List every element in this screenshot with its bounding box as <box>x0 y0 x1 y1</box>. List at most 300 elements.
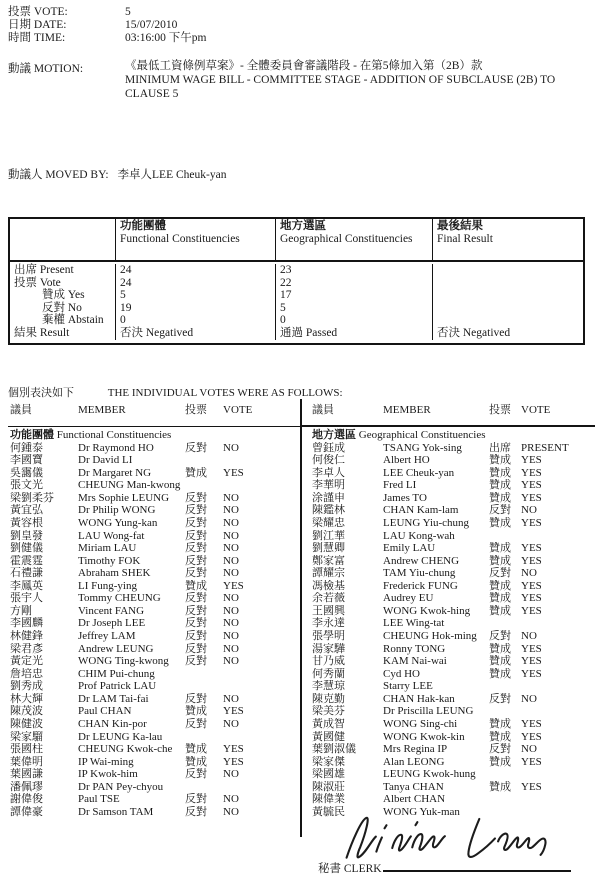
clerk-line <box>318 860 571 876</box>
member-name-en: CHEUNG Man-kwong <box>78 479 181 492</box>
member-vote-cn <box>185 731 223 744</box>
member-vote-en <box>223 668 298 681</box>
member-vote-en <box>521 768 592 781</box>
summary-final-value <box>432 314 583 327</box>
col-header-vote-cn: 投票 <box>185 404 207 416</box>
group-header-functional <box>8 429 298 442</box>
summary-row <box>10 302 583 315</box>
field-value: 5 <box>125 6 131 18</box>
member-vote-cn: 贊成 <box>185 743 207 756</box>
member-name-en: Frederick FUNG <box>383 579 458 592</box>
member-vote-cn: 出席 <box>489 441 511 454</box>
summary-row <box>10 314 583 327</box>
member-row <box>306 467 592 480</box>
summary-header-geographical <box>275 219 432 260</box>
member-vote-en: NO <box>223 529 239 542</box>
member-vote-cn: 反對 <box>185 504 207 517</box>
member-row <box>8 617 298 630</box>
member-name-en: Cyd HO <box>383 667 420 680</box>
member-vote-en <box>223 454 298 467</box>
member-name-cn: 張文光 <box>10 479 43 492</box>
member-vote-en: NO <box>521 567 537 580</box>
member-name-en: Audrey EU <box>383 592 434 605</box>
member-vote-cn: 反對 <box>185 529 207 542</box>
member-name-cn: 陳淑莊 <box>312 780 345 793</box>
member-row <box>8 718 298 731</box>
member-vote-en: YES <box>521 592 542 605</box>
summary-row-label: 反對 No <box>42 301 82 314</box>
member-row <box>8 542 298 555</box>
summary-final-value <box>432 302 583 315</box>
member-vote-cn <box>489 680 521 693</box>
member-row <box>8 655 298 668</box>
member-row <box>306 630 592 643</box>
member-vote-cn <box>489 793 521 806</box>
member-name-en: Dr Samson TAM <box>78 805 154 818</box>
member-vote-en: YES <box>223 466 244 479</box>
member-name-en: CHEUNG Hok-ming <box>383 630 477 643</box>
col-header-member-en: MEMBER <box>78 404 126 416</box>
col-header-vote-en: VOTE <box>223 404 253 416</box>
member-vote-en: NO <box>223 504 239 517</box>
member-name-cn: 黃毓民 <box>312 805 345 818</box>
member-vote-cn: 反對 <box>185 805 207 818</box>
member-vote-en: YES <box>521 466 542 479</box>
motion-text <box>125 60 592 101</box>
member-name-cn: 陳鑑林 <box>312 504 345 517</box>
member-name-cn: 李永達 <box>312 617 345 630</box>
member-list-functional <box>8 442 298 819</box>
clerk-label: 秘書 CLERK <box>318 863 382 875</box>
member-vote-en: NO <box>223 630 239 643</box>
member-vote-en: NO <box>223 768 239 781</box>
member-name-cn: 陳健波 <box>10 717 43 730</box>
member-row <box>8 668 298 681</box>
field-row-vote <box>8 6 592 19</box>
member-name-cn: 李國寶 <box>10 454 43 467</box>
field-value: 03:16:00 下午pm <box>125 32 207 45</box>
member-name-en: TSANG Yok-sing <box>383 441 462 454</box>
member-name-en: Emily LAU <box>383 542 436 555</box>
member-vote-cn: 反對 <box>185 793 207 806</box>
member-row <box>8 517 298 530</box>
member-vote-en: YES <box>521 780 542 793</box>
member-vote-en: YES <box>521 554 542 567</box>
member-row <box>306 668 592 681</box>
summary-row <box>10 277 583 290</box>
member-vote-cn: 贊成 <box>489 780 511 793</box>
member-name-cn: 潘佩璆 <box>10 780 43 793</box>
member-name-en: Vincent FANG <box>78 604 145 617</box>
member-row <box>306 605 592 618</box>
clerk-signature-line <box>383 869 571 872</box>
col-header-member-en: MEMBER <box>383 404 431 416</box>
member-vote-cn: 贊成 <box>489 730 511 743</box>
motion-line-en2: CLAUSE 5 <box>125 87 179 100</box>
member-vote-cn: 贊成 <box>185 579 207 592</box>
member-vote-en: YES <box>521 491 542 504</box>
votes-column-functional <box>8 404 298 818</box>
member-vote-cn: 反對 <box>185 554 207 567</box>
member-name-cn: 劉慧卿 <box>312 542 345 555</box>
summary-row <box>10 327 583 340</box>
member-name-cn: 李華明 <box>312 479 345 492</box>
member-name-cn: 劉秀成 <box>10 680 43 693</box>
member-vote-en: NO <box>223 567 239 580</box>
member-vote-en: YES <box>521 730 542 743</box>
member-vote-cn: 反對 <box>489 567 511 580</box>
member-name-en: WONG Yuk-man <box>383 805 460 818</box>
summary-geographical-value: 23 <box>275 264 432 277</box>
member-vote-cn <box>185 781 223 794</box>
member-name-cn: 黃容根 <box>10 516 43 529</box>
member-name-cn: 吳靄儀 <box>10 466 43 479</box>
member-vote-cn: 贊成 <box>489 667 511 680</box>
member-name-cn: 譚耀宗 <box>312 567 345 580</box>
member-name-cn: 方剛 <box>10 604 32 617</box>
member-name-cn: 何俊仁 <box>312 454 345 467</box>
member-row <box>8 580 298 593</box>
member-vote-en: NO <box>223 617 239 630</box>
member-name-en: Paul CHAN <box>78 705 132 718</box>
summary-header-cn: 最後結果 <box>437 220 483 232</box>
member-name-cn: 劉皇發 <box>10 529 43 542</box>
individual-title-cn: 個別表決如下 <box>8 387 74 399</box>
member-vote-en: YES <box>521 454 542 467</box>
member-row <box>8 731 298 744</box>
member-name-en: Jeffrey LAM <box>78 630 136 643</box>
member-name-en: Miriam LAU <box>78 542 137 555</box>
member-vote-cn <box>185 680 223 693</box>
member-vote-cn: 贊成 <box>489 579 511 592</box>
member-name-en: WONG Yung-kan <box>78 516 158 529</box>
member-vote-cn: 反對 <box>185 567 207 580</box>
member-vote-en <box>223 479 298 492</box>
member-vote-cn <box>185 479 223 492</box>
member-row <box>8 643 298 656</box>
votes-column-geographical <box>306 404 592 818</box>
member-row <box>8 680 298 693</box>
member-name-cn: 李國麟 <box>10 617 43 630</box>
member-vote-cn: 贊成 <box>489 755 511 768</box>
member-row <box>8 705 298 718</box>
member-vote-cn: 反對 <box>489 630 511 643</box>
member-name-en: Dr LEUNG Ka-lau <box>78 730 163 743</box>
member-vote-en: NO <box>223 717 239 730</box>
member-name-en: Fred LI <box>383 479 417 492</box>
member-vote-en: NO <box>223 542 239 555</box>
member-vote-cn: 贊成 <box>489 592 511 605</box>
member-vote-en <box>521 530 592 543</box>
member-name-en: CHEUNG Kwok-che <box>78 743 173 756</box>
member-row <box>306 530 592 543</box>
member-vote-cn: 贊成 <box>489 642 511 655</box>
member-row <box>8 567 298 580</box>
summary-functional-value: 5 <box>115 289 275 302</box>
field-label: 日期 DATE: <box>8 19 67 32</box>
member-vote-en: YES <box>223 579 244 592</box>
member-vote-cn <box>185 668 223 681</box>
member-name-en: LEE Cheuk-yan <box>383 466 455 479</box>
member-row <box>8 743 298 756</box>
member-name-en: Dr Priscilla LEUNG <box>383 705 474 718</box>
member-row <box>306 542 592 555</box>
member-row <box>306 743 592 756</box>
member-vote-cn: 贊成 <box>489 717 511 730</box>
member-row <box>306 680 592 693</box>
member-name-en: Albert CHAN <box>383 793 446 806</box>
member-row <box>306 693 592 706</box>
member-row <box>306 454 592 467</box>
moved-by-label: 動議人 MOVED BY: <box>8 169 109 181</box>
field-row-time <box>8 32 592 45</box>
member-row <box>8 454 298 467</box>
member-vote-en: YES <box>521 667 542 680</box>
member-vote-en: NO <box>223 491 239 504</box>
member-name-en: LEUNG Kwok-hung <box>383 768 476 781</box>
summary-header-empty <box>10 219 115 260</box>
member-name-en: Dr Raymond HO <box>78 441 154 454</box>
member-vote-cn: 反對 <box>185 630 207 643</box>
member-vote-en: YES <box>223 743 244 756</box>
member-row <box>306 617 592 630</box>
member-vote-cn: 反對 <box>185 491 207 504</box>
summary-row-label: 贊成 Yes <box>42 289 85 302</box>
member-row <box>8 530 298 543</box>
member-name-cn: 梁國雄 <box>312 768 345 781</box>
member-row <box>306 592 592 605</box>
member-vote-en: YES <box>521 755 542 768</box>
member-name-cn: 黃成智 <box>312 717 345 730</box>
member-name-cn: 涂謹申 <box>312 491 345 504</box>
member-name-en: Paul TSE <box>78 793 120 806</box>
member-row <box>8 630 298 643</box>
member-name-cn: 馮檢基 <box>312 579 345 592</box>
member-row <box>306 479 592 492</box>
member-name-en: Starry LEE <box>383 680 433 693</box>
member-vote-en: NO <box>223 592 239 605</box>
member-name-cn: 譚偉豪 <box>10 805 43 818</box>
member-name-cn: 霍震霆 <box>10 554 43 567</box>
member-vote-en: YES <box>223 755 244 768</box>
member-vote-cn: 反對 <box>185 655 207 668</box>
member-name-cn: 張國柱 <box>10 743 43 756</box>
member-vote-cn: 反對 <box>185 542 207 555</box>
member-name-cn: 梁家傑 <box>312 755 345 768</box>
member-row <box>8 806 298 819</box>
member-row <box>306 718 592 731</box>
header-fields <box>8 6 592 46</box>
summary-functional-value: 19 <box>115 302 275 315</box>
member-name-cn: 梁君彥 <box>10 642 43 655</box>
member-name-cn: 梁美芬 <box>312 705 345 718</box>
individual-title-en: THE INDIVIDUAL VOTES WERE AS FOLLOWS: <box>107 387 343 399</box>
member-vote-en: NO <box>223 554 239 567</box>
summary-table <box>8 217 585 345</box>
member-vote-cn: 贊成 <box>185 755 207 768</box>
member-row <box>8 555 298 568</box>
member-name-cn: 李卓人 <box>312 466 345 479</box>
member-vote-en: YES <box>521 717 542 730</box>
member-name-en: Alan LEONG <box>383 755 445 768</box>
member-vote-en: NO <box>223 604 239 617</box>
member-vote-cn: 贊成 <box>489 655 511 668</box>
individual-votes-title <box>8 384 343 400</box>
member-name-cn: 黃宜弘 <box>10 504 43 517</box>
field-row-date <box>8 19 592 32</box>
member-vote-en: NO <box>223 441 239 454</box>
member-row <box>8 492 298 505</box>
member-vote-cn: 反對 <box>489 504 511 517</box>
member-vote-cn: 贊成 <box>185 705 207 718</box>
member-name-cn: 王國興 <box>312 604 345 617</box>
member-vote-cn: 反對 <box>489 743 511 756</box>
member-name-cn: 張學明 <box>312 630 345 643</box>
member-name-en: Andrew LEUNG <box>78 642 154 655</box>
member-name-cn: 梁劉柔芬 <box>10 491 54 504</box>
member-vote-en: YES <box>521 604 542 617</box>
member-name-en: Albert HO <box>383 454 430 467</box>
summary-final-value <box>432 264 583 277</box>
votes-header-row <box>8 404 298 426</box>
member-vote-cn: 贊成 <box>489 516 511 529</box>
summary-row-label: 棄權 Abstain <box>42 314 104 327</box>
member-name-cn: 曾鈺成 <box>312 441 345 454</box>
summary-header-en: Functional Constituencies <box>120 233 240 245</box>
member-name-cn: 張宇人 <box>10 592 43 605</box>
member-vote-en <box>223 680 298 693</box>
member-vote-cn: 贊成 <box>489 542 511 555</box>
summary-row-label: 出席 Present <box>14 264 74 276</box>
member-row <box>8 756 298 769</box>
member-vote-cn <box>489 768 521 781</box>
member-vote-en: NO <box>223 793 239 806</box>
motion-line-cn: 《最低工資條例草案》- 全體委員會審議階段 - 在第5條加入第（2B）款 <box>125 60 483 72</box>
member-name-en: IP Wai-ming <box>78 755 134 768</box>
summary-header-en: Geographical Constituencies <box>280 233 413 245</box>
summary-row <box>10 264 583 277</box>
member-row <box>306 643 592 656</box>
member-row <box>8 793 298 806</box>
moved-by-value: 李卓人LEE Cheuk-yan <box>117 169 227 181</box>
column-divider-line <box>300 399 302 837</box>
votes-header-row <box>306 404 592 426</box>
member-vote-cn: 反對 <box>185 717 207 730</box>
member-vote-en: NO <box>223 805 239 818</box>
member-vote-cn: 贊成 <box>489 491 511 504</box>
member-name-cn: 葉國謙 <box>10 768 43 781</box>
member-row <box>306 655 592 668</box>
member-name-en: Tommy CHEUNG <box>78 592 161 605</box>
summary-geographical-value: 5 <box>275 302 432 315</box>
member-name-cn: 葉劉淑儀 <box>312 743 356 756</box>
member-name-cn: 甘乃威 <box>312 655 345 668</box>
member-row <box>8 504 298 517</box>
member-vote-en: NO <box>223 516 239 529</box>
member-name-cn: 梁家騮 <box>10 730 43 743</box>
group-header-cn: 功能團體 <box>10 429 54 441</box>
member-vote-cn: 贊成 <box>489 554 511 567</box>
member-name-cn: 湯家驊 <box>312 642 345 655</box>
member-row <box>8 605 298 618</box>
summary-functional-value: 24 <box>115 277 275 290</box>
member-name-en: Dr Margaret NG <box>78 466 152 479</box>
member-row <box>8 479 298 492</box>
group-header-geographical <box>306 429 592 442</box>
member-name-cn: 劉江華 <box>312 529 345 542</box>
field-value: 15/07/2010 <box>125 19 178 32</box>
col-header-member-cn: 議員 <box>312 404 334 416</box>
member-row <box>306 504 592 517</box>
member-vote-en: YES <box>521 479 542 492</box>
member-vote-en: NO <box>223 655 239 668</box>
member-name-en: LEUNG Yiu-chung <box>383 516 470 529</box>
member-name-cn: 謝偉俊 <box>10 793 43 806</box>
summary-functional-value: 24 <box>115 264 275 277</box>
summary-header-final <box>432 219 583 260</box>
member-name-cn: 余若薇 <box>312 592 345 605</box>
member-row <box>306 555 592 568</box>
summary-header-cn: 功能團體 <box>120 220 166 232</box>
member-vote-cn: 反對 <box>185 592 207 605</box>
member-vote-en: YES <box>521 642 542 655</box>
member-row <box>306 492 592 505</box>
member-name-cn: 石禮謙 <box>10 567 43 580</box>
summary-header-en: Final Result <box>437 233 493 245</box>
member-vote-en: YES <box>521 542 542 555</box>
member-row <box>306 442 592 455</box>
member-name-cn: 陳茂波 <box>10 705 43 718</box>
member-name-cn: 劉健儀 <box>10 542 43 555</box>
member-name-cn: 何鍾泰 <box>10 441 43 454</box>
member-name-cn: 陳偉業 <box>312 793 345 806</box>
group-header-en: Geographical Constituencies <box>358 429 486 441</box>
member-name-cn: 黃國健 <box>312 730 345 743</box>
member-name-cn: 何秀蘭 <box>312 667 345 680</box>
member-name-en: TAM Yiu-chung <box>383 567 456 580</box>
group-header-cn: 地方選區 <box>312 429 356 441</box>
member-row <box>306 781 592 794</box>
moved-by-block <box>8 166 226 182</box>
member-vote-en: NO <box>521 692 537 705</box>
summary-geographical-value: 0 <box>275 314 432 327</box>
summary-geographical-value: 通過 Passed <box>275 327 432 340</box>
member-name-en: LAU Kong-wah <box>383 529 455 542</box>
member-name-cn: 林健鋒 <box>10 630 43 643</box>
summary-geographical-value: 22 <box>275 277 432 290</box>
summary-row-label: 投票 Vote <box>14 276 61 289</box>
col-header-member-cn: 議員 <box>10 404 32 416</box>
member-name-en: LI Fung-ying <box>78 579 137 592</box>
summary-header-functional <box>115 219 275 260</box>
member-vote-en: YES <box>521 516 542 529</box>
member-name-en: CHIM Pui-chung <box>78 667 155 680</box>
member-name-cn: 鄭家富 <box>312 554 345 567</box>
member-name-en: Dr LAM Tai-fai <box>78 692 149 705</box>
member-row <box>8 592 298 605</box>
member-vote-en: PRESENT <box>521 441 569 454</box>
member-name-en: LAU Wong-fat <box>78 529 145 542</box>
member-vote-en: NO <box>521 743 537 756</box>
summary-functional-value: 否決 Negatived <box>115 327 275 340</box>
member-row <box>306 567 592 580</box>
member-vote-en <box>521 705 592 718</box>
summary-geographical-value: 17 <box>275 289 432 302</box>
member-row <box>306 756 592 769</box>
member-vote-cn: 反對 <box>185 617 207 630</box>
member-vote-en: YES <box>223 705 244 718</box>
member-vote-en: YES <box>521 579 542 592</box>
